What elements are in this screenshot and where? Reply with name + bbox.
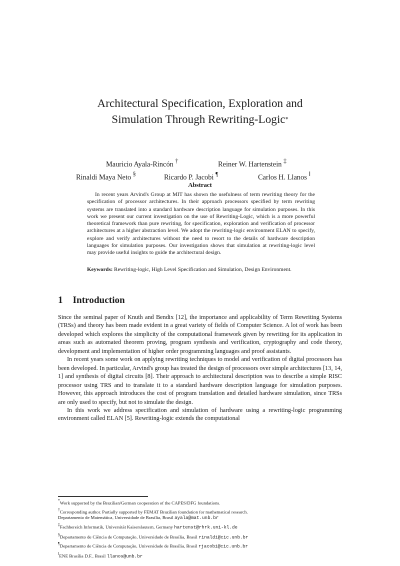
keywords xyxy=(87,267,315,274)
footnote-divider xyxy=(58,496,148,497)
author-mark: ‖ xyxy=(308,172,311,178)
footnote-text: Fachbereich Informatik, Universität Kaiserslautern, Germany xyxy=(59,524,173,530)
footnote xyxy=(58,541,348,551)
footnote xyxy=(58,522,348,532)
title-footnote-marker: * xyxy=(285,117,289,123)
footnote-email: hartenst@rhrk.uni-kl.de xyxy=(174,525,238,531)
footnote-mark: * xyxy=(58,499,60,503)
section-heading xyxy=(58,295,125,306)
section-number: 1 xyxy=(58,295,63,306)
footnote-email: ayala@mat.unb.br xyxy=(174,516,219,522)
footnote-text: Corresponding author. Partially supported by FEMAT Brazilian foundation for mathematical research. xyxy=(59,509,248,515)
author-name: Carlos H. Llanos xyxy=(258,173,307,182)
footnotes xyxy=(58,498,348,561)
keywords-label: Keywords: xyxy=(87,267,113,273)
paragraph: Since the seminal paper of Knuth and Bendix [12], the importance and applicability of Term Rewriting Systems (TRSs) and theory has been made evident in a great variety of fields of Computer Science. A lot of work has been developed which explores the simplicity of the computational framework given by rewriting for its application in areas such as automated theorem proving, program synthesis and verification, cryptography and code theory, development and implementation of higher order programming languages and proof assistants. xyxy=(58,315,342,355)
footnote xyxy=(58,551,348,561)
footnote-mark: ‡ xyxy=(58,523,60,528)
paragraph: In this work we address specification and simulation of hardware using a rewriting-logic programming environment called ELAN [5]. Rewriting-logic extends the computational xyxy=(58,407,342,423)
author-name: Reiner W. Hartenstein xyxy=(218,160,282,169)
footnote xyxy=(58,507,348,516)
author xyxy=(106,158,178,169)
footnote-text: ENE Brasília D.F., Brasil xyxy=(59,553,106,559)
footnote xyxy=(58,532,348,542)
footnote-mark: § xyxy=(58,532,60,537)
footnote-mark: † xyxy=(58,507,60,512)
abstract-text: In recent years Arvind's Group at MIT has shown the usefulness of term rewriting theory for the specification of processor architectures. In their approach processors specified by term rewriting systems are translated into a standard hardware description language for simulation purposes. In this work we present our current investigation on the use of Rewriting-Logic, which is a more powerful theoretical framework than pure rewriting, for specification, exploration and verification of processor architectures at a higher abstraction level. We adopt the rewriting-logic environment ELAN to specify, explore and verify architectures without the need to resort to the details of hardware description languages for simulation purposes. Our investigation shows that simulation at rewriting-logic level may provide useful insights to guide the architectural design. xyxy=(87,192,315,257)
section-body xyxy=(58,314,342,424)
keywords-text: Rewriting-logic, High Level Specification and Simulation, Design Environment. xyxy=(114,267,292,273)
footnote-text: Departamento de Ciência de Computação, Universidade de Brasília, Brasil xyxy=(59,543,198,549)
footnote xyxy=(58,498,348,507)
author-name: Ricardo P. Jacobi xyxy=(164,173,214,182)
footnote-text: Departamento de Matemática, Universidade de Brasília, Brasil xyxy=(58,515,174,521)
footnote-email: rinaldi@cic.unb.br xyxy=(198,535,249,541)
author-name: Rinaldi Maya Neto xyxy=(76,173,132,182)
footnote xyxy=(58,515,348,522)
footnote-email: llanos@unb.br xyxy=(106,554,143,560)
author xyxy=(218,158,286,169)
footnote-mark: ‖ xyxy=(58,551,60,556)
author xyxy=(164,171,218,182)
author xyxy=(76,171,136,182)
title-line-1: Architectural Specification, Exploration and xyxy=(97,97,303,110)
footnote-text: Departamento de Ciência de Computação, Universidade de Brasília, Brasil xyxy=(59,534,198,540)
title-line-2-text: Simulation Through Rewriting-Logic xyxy=(111,113,286,126)
section-title: Introduction xyxy=(72,295,125,306)
footnote-mark: ¶ xyxy=(58,542,60,547)
title-line-2 xyxy=(40,112,360,128)
author-mark: § xyxy=(132,172,136,178)
abstract-heading: Abstract xyxy=(188,182,212,189)
author-name: Mauricio Ayala-Rincón xyxy=(106,160,174,169)
author xyxy=(258,171,310,182)
author-mark: ‡ xyxy=(283,159,287,165)
author-mark: † xyxy=(175,159,179,165)
paragraph: In recent years some work on applying rewriting techniques to model and verification of digital processors has been developed. In particular, Arvind's group has treated the design of processors over simple architectures [13, 14, 1] and synthesis of digital circuits [8]. Their approach to architectural description was to describe a simple RISC processor using TRS and to translate it to a standard hardware description language for simulation purposes. However, this approach introduces the cost of program translation and detailed hardware simulation, since TRSs are only used to specify, but not to simulate the design. xyxy=(58,357,342,406)
footnote-email: rjacobi@cic.unb.br xyxy=(198,544,249,550)
author-mark: ¶ xyxy=(215,172,219,178)
paper-title xyxy=(40,96,360,128)
footnote-text: Work supported by the Brazilian/German cooperation of the CAPES/DFG foundations. xyxy=(59,500,221,506)
